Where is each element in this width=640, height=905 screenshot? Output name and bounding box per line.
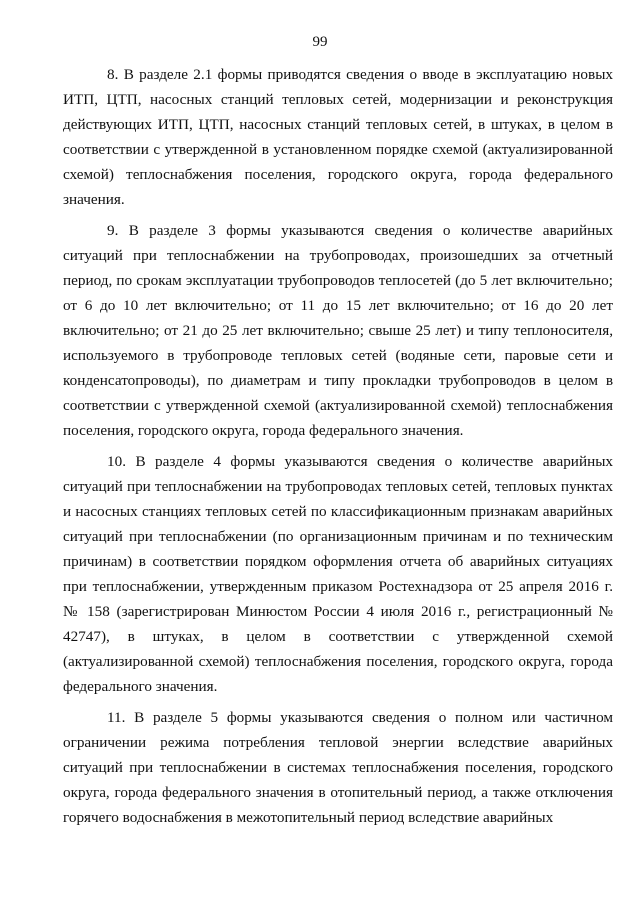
page-number: 99 — [312, 34, 328, 50]
document-body — [63, 62, 613, 830]
paragraph-section-8: 8. В разделе 2.1 формы приводятся сведения о вводе в эксплуатацию новых ИТП, ЦТП, насосных станций тепловых сетей, модернизации и реконструкция действующих ИТП, ЦТП, насосных станций тепловых сетей, в штуках, в целом в соответствии с утвержденной в установленном порядке схемой (актуализированной схемой) теплоснабжения поселения, городского округа, города федерального значения. — [63, 66, 613, 208]
paragraph-section-9: 9. В разделе 3 формы указываются сведения о количестве аварийных ситуаций при теплоснабжении на трубопроводах, произошедших за отчетный период, по срокам эксплуатации трубопроводов теплосетей (до 5 лет включительно; от 6 до 10 лет включительно; от 11 до 15 лет включительно; от 16 до 20 лет включительно; от 21 до 25 лет включительно; свыше 25 лет) и типу теплоносителя, используемого в трубопроводе тепловых сетей (водяные сети, паровые сети и конденсатопроводы), по диаметрам и типу прокладки трубопроводов в целом в соответствии с утвержденной схемой (актуализированной схемой) теплоснабжения поселения, городского округа, города федерального значения. — [63, 222, 613, 439]
paragraph-section-11: 11. В разделе 5 формы указываются сведения о полном или частичном ограничении режима потребления тепловой энергии вследствие аварийных ситуаций при теплоснабжении в системах теплоснабжения поселения, городского округа, города федерального значения в отопительный период, а также отключения горячего водоснабжения в межотопительный период вследствие аварийных — [63, 709, 613, 826]
paragraph-section-10: 10. В разделе 4 формы указываются сведения о количестве аварийных ситуаций при теплоснабжении на трубопроводах тепловых сетей, тепловых пунктах и насосных станциях тепловых сетей по классификационным признакам аварийных ситуаций при теплоснабжении (по организационным причинам и по техническим причинам) в соответствии порядком оформления отчета об аварийных ситуациях при теплоснабжении, утвержденным приказом Ростехнадзора от 25 апреля 2016 г. № 158 (зарегистрирован Минюстом России 4 июля 2016 г., регистрационный № 42747), в штуках, в целом в соответствии с утвержденной схемой (актуализированной схемой) теплоснабжения поселения, городского округа, города федерального значения. — [63, 453, 613, 695]
